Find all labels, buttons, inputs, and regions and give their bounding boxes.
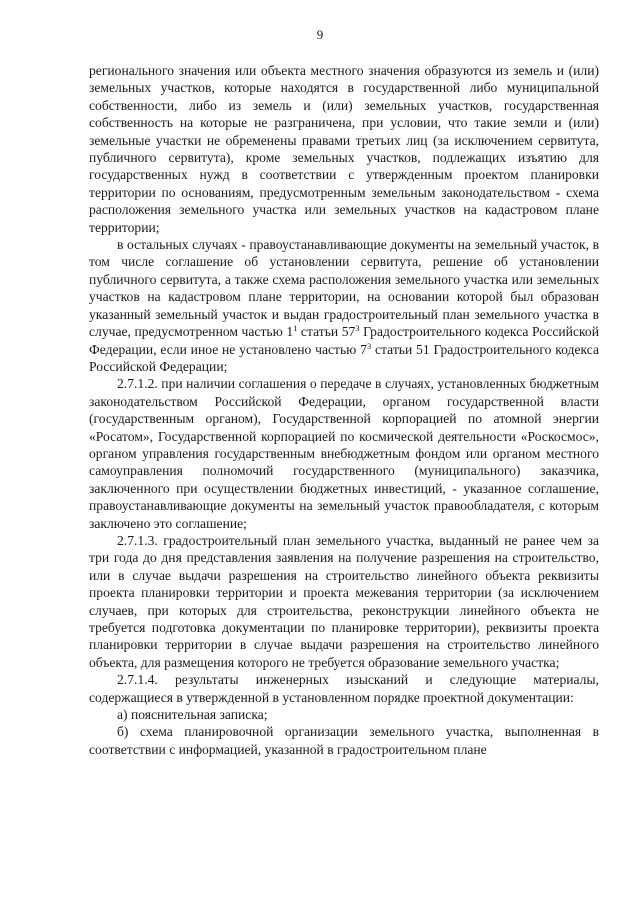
document-body <box>89 62 599 758</box>
text-run: Градостроительного кодекса Российской Федерации, если иное не установлено частью 7 <box>89 324 599 357</box>
paragraph <box>89 236 599 375</box>
superscript: 3 <box>355 323 360 334</box>
text-run: в остальных случаях - правоустанавливающие документы на земельный участок, в том числе соглашение об установлении сервитута, решение об установлении публичного сервитута, а также схема расположения земельного участка или земельных участков на кадастровом плане территории, на основании которой был образован указанный земельный участок и выдан градостроительный план земельного участка в случае, предусмотренном частью 1 <box>89 237 599 340</box>
superscript: 3 <box>366 340 372 351</box>
text-run: 2.7.1.3. градостроительный план земельного участка, выданный не ранее чем за три года до дня представления заявления на получение разрешения на строительство, или в случае выдачи разрешения на строительство линейного объекта реквизиты проекта планировки территории и проекта межевания территории (за исключением случаев, при которых для строительства, реконструкции линейного объекта не требуется подготовка документации по планировке территории), реквизиты проекта планировки территории в случае выдачи разрешения на строительство линейного объекта, для размещения которого не требуется образование земельного участка; <box>89 532 599 670</box>
text-run: а) пояснительная записка; <box>117 707 268 723</box>
text-run: 2.7.1.4. результаты инженерных изысканий и следующие материалы, содержащиеся в утвержденной в установленном порядке проектной документации: <box>89 672 599 705</box>
text-run: статьи 51 Градостроительного кодекса Российской Федерации; <box>89 341 599 374</box>
paragraph <box>89 62 599 236</box>
paragraph <box>89 532 599 671</box>
page-number: 9 <box>316 27 324 42</box>
text-run: статьи 57 <box>297 324 356 340</box>
superscript: 1 <box>293 323 298 334</box>
text-run: 2.7.1.2. при наличии соглашения о передаче в случаях, установленных бюджетным законодательством Российской Федерации, органом государственной власти (государственным органом), Государственной корпорацией по атомной энергии «Росатом», Государственной корпорацией по космической деятельности «Роскосмос», органом управления государственным внебюджетным фондом или органом местного самоуправления полномочий государственного (муниципального) заказчика, заключенного при осуществлении бюджетных инвестиций, - указанное соглашение, правоустанавливающие документы на земельный участок правообладателя, с которым заключено это соглашение; <box>89 376 599 531</box>
paragraph <box>89 671 599 706</box>
text-run: регионального значения или объекта местного значения образуются из земель и (или) земельных участков, которые находятся в государственной либо муниципальной собственности, либо из земель и (или) земельных участков, государственная собственность на которые не разграничена, при условии, что такие земли и (или) земельные участки не обременены правами третьих лиц (за исключением сервитута, публичного сервитута), кроме земельных участков, подлежащих изъятию для государственных нужд в соответствии с утвержденным проектом планировки территории по основаниям, предусмотренным земельным законодательством - схема расположения земельного участка или земельных участков на кадастровом плане территории; <box>89 63 599 235</box>
paragraph <box>89 706 599 723</box>
paragraph <box>89 375 599 532</box>
text-run: б) схема планировочной организации земельного участка, выполненная в соответствии с информацией, указанной в градостроительном плане <box>89 724 599 757</box>
paragraph <box>89 723 599 758</box>
